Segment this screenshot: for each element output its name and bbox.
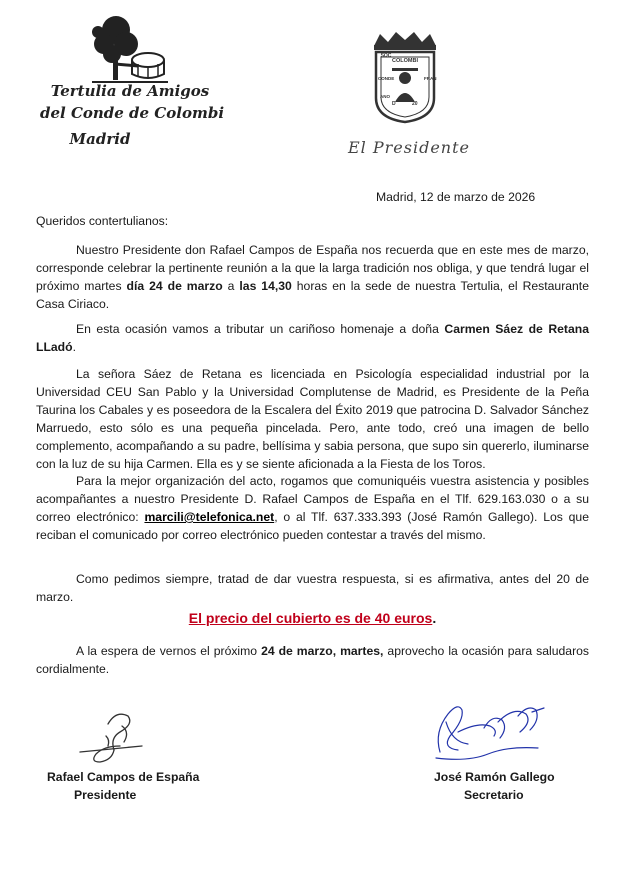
paragraph-rsvp [36,472,589,544]
logo-line-1: Tertulia de Amigos [50,82,210,100]
presidente-label: El Presidente [348,138,471,157]
p4-text-a: Para la mejor organización del acto, rogamos que comuniquéis vuestra asistencia y posibles acompañantes a nuestro Presidente D. Rafael Campos de España en el Tlf. 629.163.030 o a su correo electrónico: [36,474,589,524]
p6-text-a: A la espera de vernos el próximo [76,644,262,658]
email-link[interactable]: marcili@telefonica.net [144,510,275,524]
greeting: Queridos contertulianos: [36,214,169,228]
price-line [0,610,625,626]
p6-date-bold: 24 de marzo, martes, [261,644,384,658]
paragraph-meeting [36,241,589,313]
president-name: Rafael Campos de España [47,770,200,784]
crest-text-d: D [392,101,396,107]
crest-text-top: SOC [380,53,392,59]
paragraph-homage [36,320,589,356]
p1-time-bold: las 14,30 [239,279,292,293]
paragraph-closing [36,642,589,678]
paragraph-response: Como pedimos siempre, tratad de dar vuestra respuesta, si es afirmativa, antes del 20 de marzo. [36,572,589,604]
p4-text-c: , o al Tlf. 637.333.393 (José Ramón Gallego). Los que reciban el comunicado por correo electrónico pueden contestar a través del mismo. [36,510,589,542]
tree-logo [90,8,170,86]
crest-text-colombi: COLOMBI [392,58,418,64]
p1-mid: a [222,279,240,293]
price-period: . [432,610,437,626]
president-role: Presidente [74,788,137,802]
paragraph-biography: La señora Sáez de Retana es licenciada en Psicología especialidad industrial por la Universidad CEU San Pablo y la Universidad Complutense de Madrid, es Presidente de la Peña Taurina los Cabales y es poseedora de la Escalera del Éxito 2019 que patrocina D. Salvador Sánchez Marruedo, esto sólo es una pequeña pincelada. Pero, ante todo, creó una imagen de bello complemento, acompañando a su padre, bellísima y sabia persona, que supo sin quererlo, iluminarse con la luz de su hija Carmen. Ella es y se siente aficionada a la Fiesta de los Toros. [36,367,589,471]
honoree-name: Carmen Sáez de Retana LLadó [36,322,589,354]
logo-line-2: del Conde de Colombi [40,104,225,122]
p2-text-a: En esta ocasión vamos a tributar un cariñoso homenaje a doña [76,322,445,336]
price-text: El precio del cubierto es de 40 euros [188,610,433,626]
letter-date: Madrid, 12 de marzo de 2026 [376,190,536,204]
logo-line-3: Madrid [69,130,131,148]
signature-president [70,706,160,768]
secretary-name: José Ramón Gallego [434,770,555,784]
crest-text-right: FRAN [424,76,437,81]
crest-text-left: CONDE [378,76,395,81]
p6-text-c: aprovecho la ocasión para saludaros cordialmente. [36,644,589,676]
p2-text-c: . [72,340,76,354]
crest-text-ano: ANO [380,94,390,99]
p1-text-a: Nuestro Presidente don Rafael Campos de España nos recuerda que en este mes de marzo, corresponde celebrar la pertinente reunión a la que la larga tradición nos obliga, y que tendrá lugar el próximo martes [36,243,589,293]
crest-text-20: 20 [412,101,418,107]
p1-text-c: horas en la sede de nuestra Tertulia, el Restaurante Casa Ciriaco. [36,279,589,311]
secretary-role: Secretario [464,788,524,802]
p1-date-bold: día 24 de marzo [126,279,223,293]
signature-secretary [428,692,558,770]
